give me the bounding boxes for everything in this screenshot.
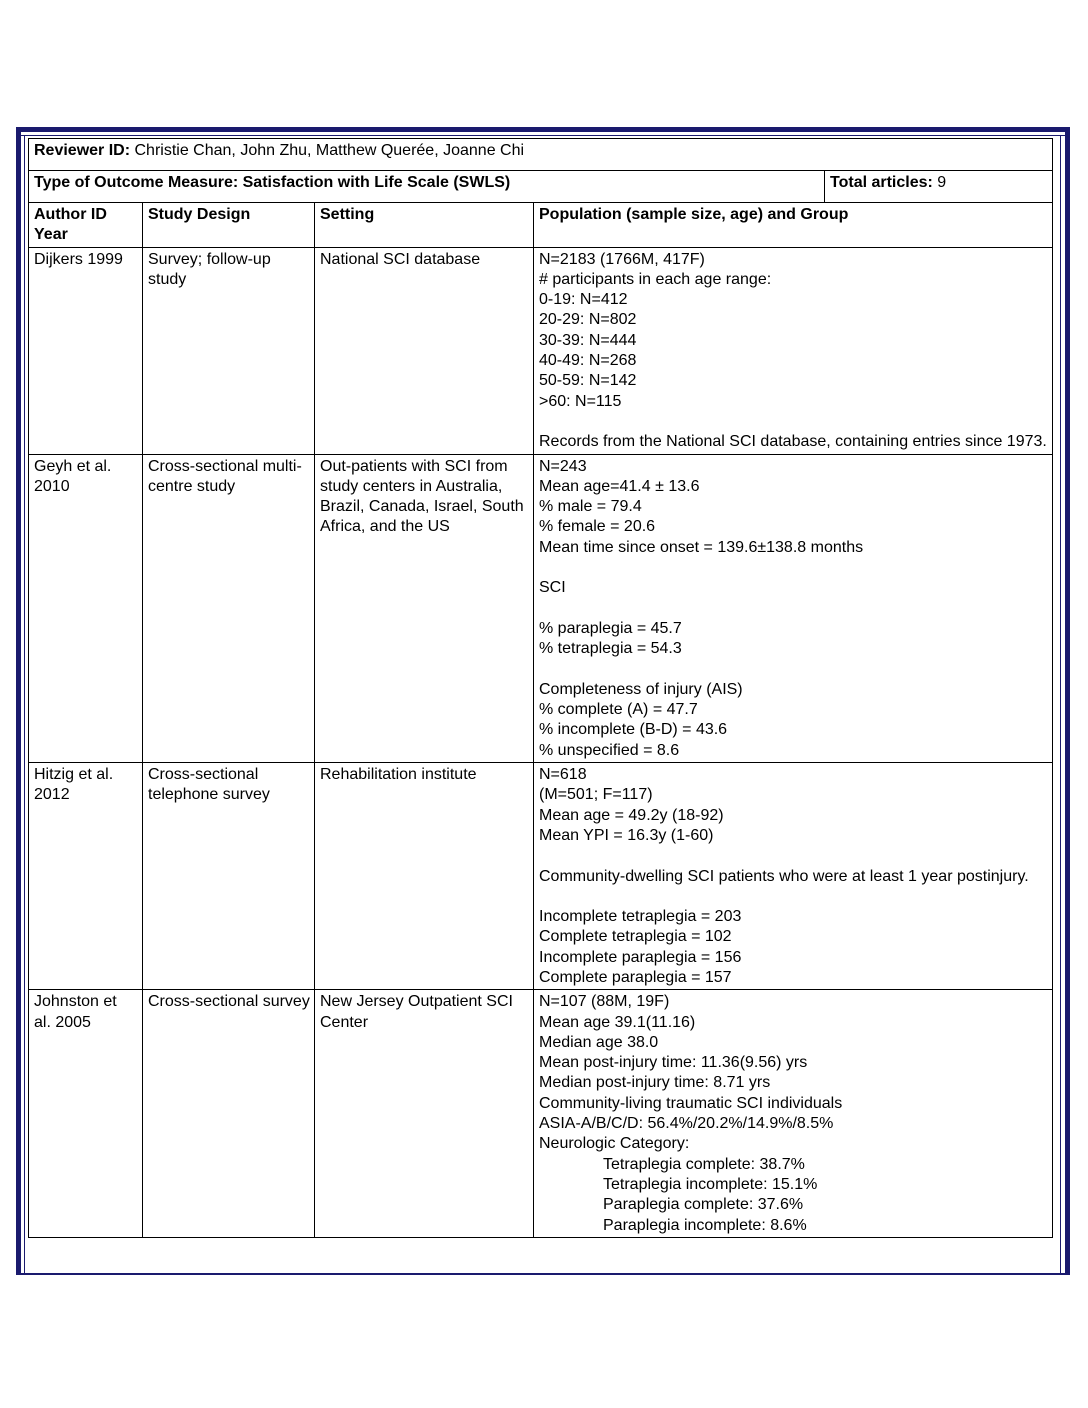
population-line: % paraplegia = 45.7	[539, 619, 682, 637]
frame-border-top-inner	[16, 135, 1070, 136]
outcome-measure-cell	[29, 171, 825, 203]
frame-border-left-inner	[24, 135, 25, 1275]
design-cell: Cross-sectional multi-centre study	[143, 454, 315, 762]
population-cell	[534, 763, 1053, 990]
population-cell	[534, 990, 1053, 1238]
design-cell: Cross-sectional telephone survey	[143, 763, 315, 990]
population-cell	[534, 454, 1053, 762]
population-line: 0-19: N=412	[539, 291, 628, 309]
population-cell	[534, 247, 1053, 454]
column-header-design: Study Design	[143, 203, 315, 248]
population-line: N=107 (88M, 19F)	[539, 993, 670, 1011]
frame-border-top	[16, 127, 1070, 132]
setting-cell: National SCI database	[315, 247, 534, 454]
population-line: ASIA-A/B/C/D: 56.4%/20.2%/14.9%/8.5%	[539, 1115, 834, 1133]
column-header-setting: Setting	[315, 203, 534, 248]
population-line: Median post-injury time: 8.71 yrs	[539, 1074, 771, 1092]
table-row	[29, 990, 1053, 1238]
population-line: (M=501; F=117)	[539, 786, 653, 804]
author-cell: Johnston et al. 2005	[29, 990, 143, 1238]
population-line: Community-living traumatic SCI individuals	[539, 1094, 843, 1112]
column-header-author: Author ID Year	[29, 203, 143, 248]
setting-cell: New Jersey Outpatient SCI Center	[315, 990, 534, 1238]
frame-border-bottom	[16, 1273, 1070, 1275]
population-line: SCI	[539, 579, 566, 597]
population-line: Neurologic Category:	[539, 1135, 690, 1153]
population-line: % unspecified = 8.6	[539, 741, 680, 759]
population-line: Incomplete tetraplegia = 203	[539, 908, 742, 926]
frame-border-right-inner	[1060, 135, 1061, 1275]
population-line	[539, 887, 1048, 907]
total-articles-cell	[825, 171, 1053, 203]
author-cell: Hitzig et al. 2012	[29, 763, 143, 990]
table-row	[29, 763, 1053, 990]
population-line-indented: Paraplegia complete: 37.6%	[603, 1196, 804, 1214]
population-line: Complete paraplegia = 157	[539, 968, 732, 986]
outcome-measure-label: Type of Outcome Measure: Satisfaction with Life Scale (SWLS)	[34, 174, 511, 191]
population-line: % female = 20.6	[539, 518, 656, 536]
population-line: N=243	[539, 457, 587, 475]
population-line: Mean age = 49.2y (18-92)	[539, 806, 724, 824]
population-line: 50-59: N=142	[539, 372, 637, 390]
population-line-indented: Paraplegia incomplete: 8.6%	[603, 1216, 807, 1234]
population-line: Mean age=41.4 ± 13.6	[539, 477, 700, 495]
population-line: Mean time since onset = 139.6±138.8 months	[539, 538, 864, 556]
population-line: % complete (A) = 47.7	[539, 701, 698, 719]
population-line	[539, 599, 1048, 619]
population-line-indented: Tetraplegia incomplete: 15.1%	[603, 1175, 818, 1193]
author-cell: Dijkers 1999	[29, 247, 143, 454]
population-line: Mean YPI = 16.3y (1-60)	[539, 826, 714, 844]
population-line	[539, 558, 1048, 578]
population-line: Complete tetraplegia = 102	[539, 928, 732, 946]
population-line: N=618	[539, 766, 587, 784]
population-line: 30-39: N=444	[539, 331, 637, 349]
population-line	[539, 846, 1048, 866]
total-articles-label: Total articles:	[830, 174, 933, 191]
population-line: % incomplete (B-D) = 43.6	[539, 721, 728, 739]
reviewer-row	[29, 139, 1053, 171]
author-cell: Geyh et al. 2010	[29, 454, 143, 762]
design-cell: Cross-sectional survey	[143, 990, 315, 1238]
table-row	[29, 247, 1053, 454]
population-line: Mean age 39.1(11.16)	[539, 1013, 696, 1031]
population-line: Completeness of injury (AIS)	[539, 680, 743, 698]
outcome-row	[29, 171, 1053, 203]
population-line: Mean post-injury time: 11.36(9.56) yrs	[539, 1054, 808, 1072]
setting-cell: Rehabilitation institute	[315, 763, 534, 990]
total-articles-value: 9	[937, 174, 947, 191]
population-line: % male = 79.4	[539, 498, 642, 516]
population-line-indented: Tetraplegia complete: 38.7%	[603, 1155, 805, 1173]
population-line: Incomplete paraplegia = 156	[539, 948, 742, 966]
population-line: Records from the National SCI database, containing entries since 1973.	[539, 433, 1047, 451]
design-cell: Survey; follow-up study	[143, 247, 315, 454]
reviewer-label: Reviewer ID:	[34, 142, 131, 159]
column-header-population: Population (sample size, age) and Group	[534, 203, 1053, 248]
frame-border-right	[1065, 127, 1070, 1275]
population-line	[539, 660, 1048, 680]
setting-cell: Out-patients with SCI from study centers in Australia, Brazil, Canada, Israel, South Africa, and the US	[315, 454, 534, 762]
frame-border-left	[16, 127, 21, 1275]
population-line: # participants in each age range:	[539, 270, 772, 288]
population-line: 20-29: N=802	[539, 311, 637, 329]
population-line: % tetraplegia = 54.3	[539, 640, 682, 658]
population-line: 40-49: N=268	[539, 352, 637, 370]
review-table	[28, 138, 1053, 1238]
table-row	[29, 454, 1053, 762]
population-line: >60: N=115	[539, 392, 622, 410]
column-header-row	[29, 203, 1053, 248]
population-line: Community-dwelling SCI patients who were at least 1 year postinjury.	[539, 867, 1029, 885]
reviewer-cell	[29, 139, 1053, 171]
reviewer-names: Christie Chan, John Zhu, Matthew Querée, Joanne Chi	[134, 142, 525, 159]
population-line: N=2183 (1766M, 417F)	[539, 250, 705, 268]
population-line	[539, 412, 1048, 432]
population-line: Median age 38.0	[539, 1033, 659, 1051]
